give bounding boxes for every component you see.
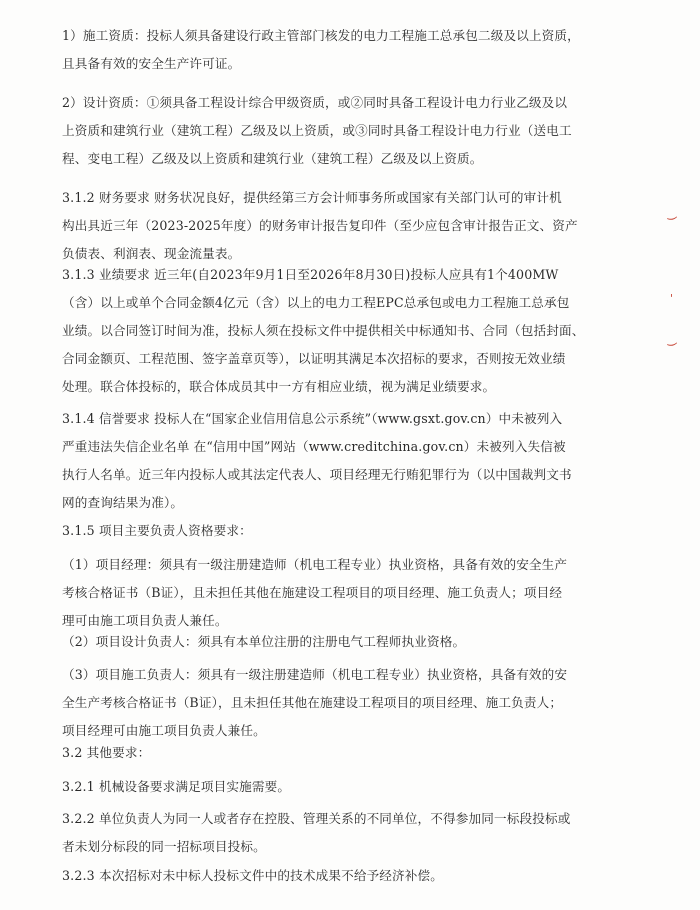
text-line: 网的查询结果为准）。 xyxy=(62,495,184,510)
text-line: 者未划分标段的同一招标项目投标。 xyxy=(62,839,266,854)
text-line: 且具备有效的安全生产许可证。 xyxy=(62,56,241,71)
text-line: 构出具近三年（2023-2025年度）的财务审计报告复印件（至少应包含审计报告正文、资产 xyxy=(62,218,578,233)
paragraph-project-manager xyxy=(62,551,662,635)
paragraph-no-compensation xyxy=(62,862,662,890)
paragraph-credit-requirements xyxy=(62,405,662,517)
text-line: 处理。联合体投标的，联合体成员其中一方有相应业绩，视为满足业绩要求。 xyxy=(62,379,496,394)
text-line: 合同金额页、工程范围、签字盖章页等），以证明其满足本次招标的要求，否则按无效业绩 xyxy=(62,351,566,366)
scan-mark: ' xyxy=(670,292,674,305)
text-line: 严重违法失信企业名单 在“信用中国”网站（www.creditchina.gov.cn）未被列入失信被 xyxy=(62,439,566,454)
text-line: 2）设计资质：①须具备工程设计综合甲级资质，或②同时具备工程设计电力行业乙级及以 xyxy=(62,95,568,110)
paragraph-equipment-requirements xyxy=(62,773,662,801)
text-line: 1）施工资质：投标人须具备建设行政主管部门核发的电力工程施工总承包二级及以上资质， xyxy=(62,28,580,43)
text-line: 负债表、利润表、现金流量表。 xyxy=(62,246,241,261)
text-line: （3）项目施工负责人：须具有一级注册建造师（机电工程专业）执业资格，具备有效的安 xyxy=(62,667,568,682)
paragraph-financial-requirements xyxy=(62,184,662,268)
text-line: 3.2 其他要求： xyxy=(62,745,151,760)
paragraph-related-units xyxy=(62,805,662,861)
text-line: 执行人名单。近三年内投标人或其法定代表人、项目经理无行贿犯罪行为（以中国裁判文书 xyxy=(62,467,572,482)
text-line: （1）项目经理：须具有一级注册建造师（机电工程专业）执业资格，具备有效的安全生产 xyxy=(62,557,568,572)
paragraph-construction-lead xyxy=(62,661,662,745)
text-line: 程、变电工程）乙级及以上资质和建筑行业（建筑工程）乙级及以上资质。 xyxy=(62,151,483,166)
text-line: 全生产考核合格证书（B证），且未担任其他在施建设工程项目的项目经理、施工负责人； xyxy=(62,695,563,710)
paragraph-construction-qualification xyxy=(62,22,662,78)
paragraph-key-personnel-heading xyxy=(62,517,662,545)
text-line: 3.2.2 单位负责人为同一人或者存在控股、管理关系的不同单位，不得参加同一标段投标或 xyxy=(62,811,571,826)
text-line: 3.1.3 业绩要求 近三年(自2023年9月1日至2026年8月30日)投标人应具有1个400MW xyxy=(62,267,559,282)
text-line: 项目经理可由施工项目负责人兼任。 xyxy=(62,723,266,738)
text-line: （2）项目设计负责人：须具有本单位注册的注册电气工程师执业资格。 xyxy=(62,634,466,649)
scan-mark: ) xyxy=(665,341,679,348)
scan-mark: ) xyxy=(665,215,679,222)
text-line: （含）以上或单个合同金额4亿元（含）以上的电力工程EPC总承包或电力工程施工总承包 xyxy=(62,295,570,310)
text-line: 3.2.1 机械设备要求满足项目实施需要。 xyxy=(62,779,291,794)
text-line: 3.1.2 财务要求 财务状况良好，提供经第三方会计师事务所或国家有关部门认可的审计机 xyxy=(62,190,562,205)
text-line: 业绩。以合同签订时间为准，投标人须在投标文件中提供相关中标通知书、合同（包括封面、 xyxy=(62,323,585,338)
text-line: 上资质和建筑行业（建筑工程）乙级及以上资质，或③同时具备工程设计电力行业（送电工 xyxy=(62,123,572,138)
text-line: 考核合格证书（B证），且未担任其他在施建设工程项目的项目经理、施工负责人；项目经 xyxy=(62,585,563,600)
paragraph-design-qualification xyxy=(62,89,662,173)
text-line: 3.1.5 项目主要负责人资格要求： xyxy=(62,523,252,538)
paragraph-other-requirements-heading xyxy=(62,739,662,767)
text-line: 3.1.4 信誉要求 投标人在“国家企业信用信息公示系统”（www.gsxt.gov.cn）中未被列入 xyxy=(62,411,563,426)
paragraph-design-lead xyxy=(62,628,662,656)
text-line: 理可由施工项目负责人兼任。 xyxy=(62,613,228,628)
paragraph-performance-requirements xyxy=(62,261,662,401)
text-line: 3.2.3 本次招标对未中标人投标文件中的技术成果不给予经济补偿。 xyxy=(62,868,444,883)
